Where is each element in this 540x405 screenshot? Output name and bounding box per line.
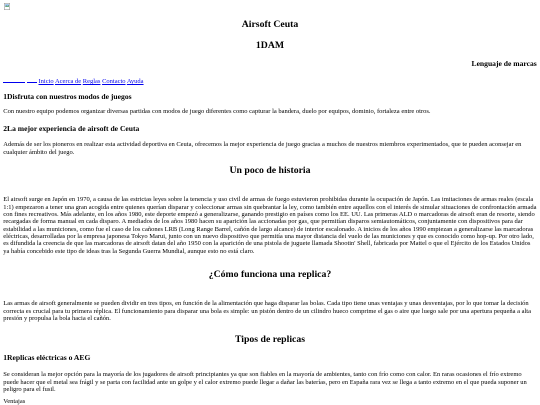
how-it-works-heading: ¿Cómo funciona una replica?	[208, 269, 332, 281]
replica-types-heading: Tipos de replicas	[234, 334, 306, 346]
feature-text: Además de ser los pioneros en realizar esta actividad deportiva en Ceuta, ofrecemos la mejor experiencia de juego gracias a muchos de nuestros miembros experimentados, que te pueden aconsejar en cualquier ámbito del juego.	[3, 141, 522, 156]
broken-image-icon	[4, 3, 10, 10]
history-text: El airsoft surge en Japón en 1970, a causa de las estrictas leyes sobre la tenencia y uso civil de armas de fuego estuvieron prohibidas durante la ocupación de Japón. Las imitaciones de armas reales (escala 1:1) empezaron a tener una gran acogida entre quienes querían disparar y coleccionar armas sin quebrantar la ley, como también entre aquellos con el interés de simular situaciones de confrontación armada con fines recreativos. Más adelante, en los años 1980, este deporte empezó a generalizarse, ganando prestigio en países como los EE. UU. Las primeras ALD o marcadoras de airsoft eran de resorte, siendo recargadas de forma manual en cada disparo. A mediados de los años 1980 hacen su aparición las accionadas por gas, que permitían disparos semiautomáticos, conjuntamente con dispositivos para dar estabilidad a las municiones, como fue el caso de los cañones LRB (Long Range Barrel, cañón de largo alcance) de interior escalonado. A inicios de los años 1990 empiezan a generalizarse las marcadoras eléctricas, desarrolladas por la empresa japonesa Tokyo Marui, junto con un nuevo dispositivo que permitía una mayor distancia del vuelo de las municiones y que es conocido como hop-up. Por otro lado, es difundida la creencia de que las marcadoras de airsoft datan del año 1950 con la aparición de una pistola de juguete llamada Shootin' Shell, fabricada por Mattel o que el Ejército de los Estados Unidos ya había concebido este tipo de ideas tras la Segunda Guerra Mundial, aunque esto no está claro.	[3, 196, 537, 255]
nav-link-ayuda[interactable]: Ayuda	[126, 78, 144, 86]
nav-link-inicio[interactable]: Inicio	[38, 78, 54, 86]
replica-type-title: 1Replicas eléctricas o AEG	[3, 352, 91, 362]
nav-link-acerca-de[interactable]: Acerca de	[54, 78, 82, 86]
main-nav	[3, 76, 537, 85]
replica-type-text: Se consideran la mejor opción para la mayoría de los jugadores de airsoft principiantes ya que son fiables en la mayoría de ambientes, tanto con frío como con calor. En raras ocasiones el frío extremo puede hacer que el metal sea frágil y se parta con facilidad ante un golpe y el calor extremo puede llegar a dañar las baterías, pero en España rara vez se llega a tanto extremo en el que pueda suponer un peligro para el fusil.	[3, 371, 527, 393]
history-heading: Un poco de historia	[229, 165, 311, 177]
nav-empty-link[interactable]	[27, 76, 37, 83]
how-it-works-text: Las armas de airsoft generalmente se pueden dividir en tres tipos, en función de la alimentación que haga disparar las bolas. Cada tipo tiene unas ventajas y unas desventajas, por lo que tomar la decisión correcta es crucial para tu primera réplica. El funcionamiento para disparar una bola es simple: un pistón dentro de un cilindro hueco comprime el gas o aire que luego sale por una apertura pequeña a alta presión y propulsa la bola hacia el cañón.	[3, 300, 531, 322]
page-subtitle: 1DAM	[255, 40, 285, 52]
page-title: Airsoft Ceuta	[241, 19, 299, 31]
course-name: Lenguaje de marcas	[471, 58, 537, 68]
feature-text: Con nuestro equipo podemos organizar diversas partidas con modos de juego diferentes como capturar la bandera, duelo por equipos, dominio, fortaleza entre otros.	[3, 108, 431, 116]
nav-link-contacto[interactable]: Contacto	[102, 78, 126, 86]
nav-empty-link[interactable]	[3, 76, 25, 83]
feature-title: 1Disfruta con nuestros modos de juegos	[3, 91, 132, 101]
replica-type-subheading: Ventajas	[3, 397, 26, 405]
feature-title: 2La mejor experiencia de airsoft de Ceuta	[3, 123, 140, 133]
nav-link-reglas[interactable]: Reglas	[82, 78, 101, 86]
